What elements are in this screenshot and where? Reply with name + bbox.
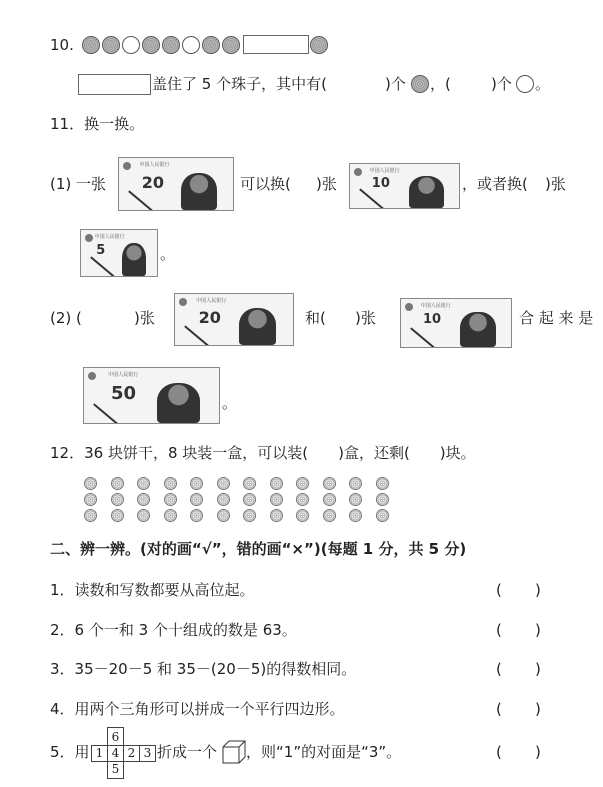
q10-text-b: )个 [385,75,406,93]
biscuit-icon [349,477,362,490]
gray-bead-icon [102,36,120,54]
biscuit-icon [296,477,309,490]
q10-number: 10. [50,36,74,54]
biscuit-icon [243,477,256,490]
biscuit-icon [217,477,230,490]
white-bead-icon [182,36,200,54]
answer-paren-close[interactable]: ) [535,620,541,639]
gray-bead-icon [310,36,328,54]
q11-p1-mid2: )张 [316,175,337,193]
q10-text-end: 。 [535,75,551,93]
answer-paren-close[interactable]: ) [535,743,541,761]
gray-bead-icon [411,75,429,93]
biscuit-icon [217,509,230,522]
net-cell: 3 [139,745,156,762]
judge-item: 2．6 个一和 3 个十组成的数是 63。 [50,620,297,639]
q11-p2-d: 合 起 来 是 [519,309,594,327]
biscuit-icon [84,509,97,522]
biscuit-icon [376,493,389,506]
biscuit-icon [164,493,177,506]
biscuit-icon [376,509,389,522]
net-cell-bottom: 5 [107,761,124,779]
biscuit-icon [217,493,230,506]
net-cell-top: 6 [107,727,124,746]
biscuit-icon [137,477,150,490]
gray-bead-icon [82,36,100,54]
q10-text-c: ，( [430,75,451,93]
biscuit-icon [111,493,124,506]
q12-text: 12．36 块饼干，8 块装一盒，可以装( )盒，还剩( )块。 [50,444,476,462]
biscuit-icon [349,493,362,506]
item5-c: ，则“1”的对面是“3”。 [246,743,402,761]
net-cell: 2 [123,745,140,762]
biscuit-icon [243,509,256,522]
item5-b: 折成一个 [157,743,218,761]
q11-p2-b: 和( [305,309,326,327]
biscuit-icon [164,477,177,490]
biscuit-icon [296,509,309,522]
q11-title: 11．换一换。 [50,115,145,133]
judge-item: 1．读数和写数都要从高位起。 [50,581,255,599]
answer-paren-close[interactable]: ) [535,581,541,599]
banknote-10: 中国人民银行 10 [349,163,460,209]
biscuit-icon [111,477,124,490]
q11-p1-end: 。 [160,245,176,263]
biscuit-icon [349,509,362,522]
biscuit-icon [111,509,124,522]
answer-paren-open[interactable]: ( [496,581,502,599]
item5-a: 5．用 [50,743,90,761]
banknote-5: 中国人民银行 5 [80,229,158,277]
white-bead-icon [516,75,534,93]
gray-bead-icon [202,36,220,54]
biscuit-icon [137,493,150,506]
biscuit-icon [270,477,283,490]
net-cell: 1 [91,745,108,762]
q11-p2-end: 。 [222,394,238,412]
section2-title: 二、辨一辨。(对的画“√”，错的画“×”)(每题 1 分，共 5 分) [50,540,467,558]
q10-text-a: 盖住了 5 个珠子，其中有( [152,75,327,93]
cube-icon [222,740,246,764]
answer-paren-open[interactable]: ( [496,620,502,639]
biscuit-icon [164,509,177,522]
biscuit-icon [137,509,150,522]
q11-p1-mid1: 可以换( [240,175,291,193]
banknote-10: 中国人民银行 10 [400,298,512,348]
cover-box [243,35,309,54]
banknote-20: 中国人民银行 20 [174,293,294,346]
q11-p2-c: )张 [355,309,376,327]
answer-paren-open[interactable]: ( [496,743,502,761]
biscuit-icon [270,493,283,506]
biscuit-icon [190,477,203,490]
q11-p1-mid3: ，或者换( [462,175,528,193]
biscuit-icon [243,493,256,506]
white-bead-icon [122,36,140,54]
q11-p1-prefix: (1) 一张 [50,175,107,193]
q11-p2-prefix: (2) ( [50,309,82,327]
q10-text-d: )个 [491,75,512,93]
net-cell: 4 [107,745,124,762]
biscuit-icon [190,493,203,506]
gray-bead-icon [222,36,240,54]
q11-p1-mid4: )张 [545,175,566,193]
answer-paren-close[interactable]: ) [535,700,541,719]
gray-bead-icon [162,36,180,54]
judge-item: 3．35－20－5 和 35－(20－5)的得数相同。 [50,660,357,679]
biscuit-icon [84,493,97,506]
cover-box [78,74,151,95]
biscuit-icon [296,493,309,506]
q11-p2-a: )张 [134,309,155,327]
biscuit-icon [323,493,336,506]
biscuit-icon [270,509,283,522]
biscuit-icon [84,477,97,490]
answer-paren-close[interactable]: ) [535,660,541,679]
banknote-20: 中国人民银行 20 [118,157,234,211]
answer-paren-open[interactable]: ( [496,660,502,679]
biscuit-icon [323,509,336,522]
banknote-50: 中国人民银行 50 [83,367,220,424]
judge-item: 4．用两个三角形可以拼成一个平行四边形。 [50,700,345,719]
biscuit-icon [376,477,389,490]
answer-paren-open[interactable]: ( [496,700,502,719]
biscuit-icon [190,509,203,522]
gray-bead-icon [142,36,160,54]
biscuit-icon [323,477,336,490]
